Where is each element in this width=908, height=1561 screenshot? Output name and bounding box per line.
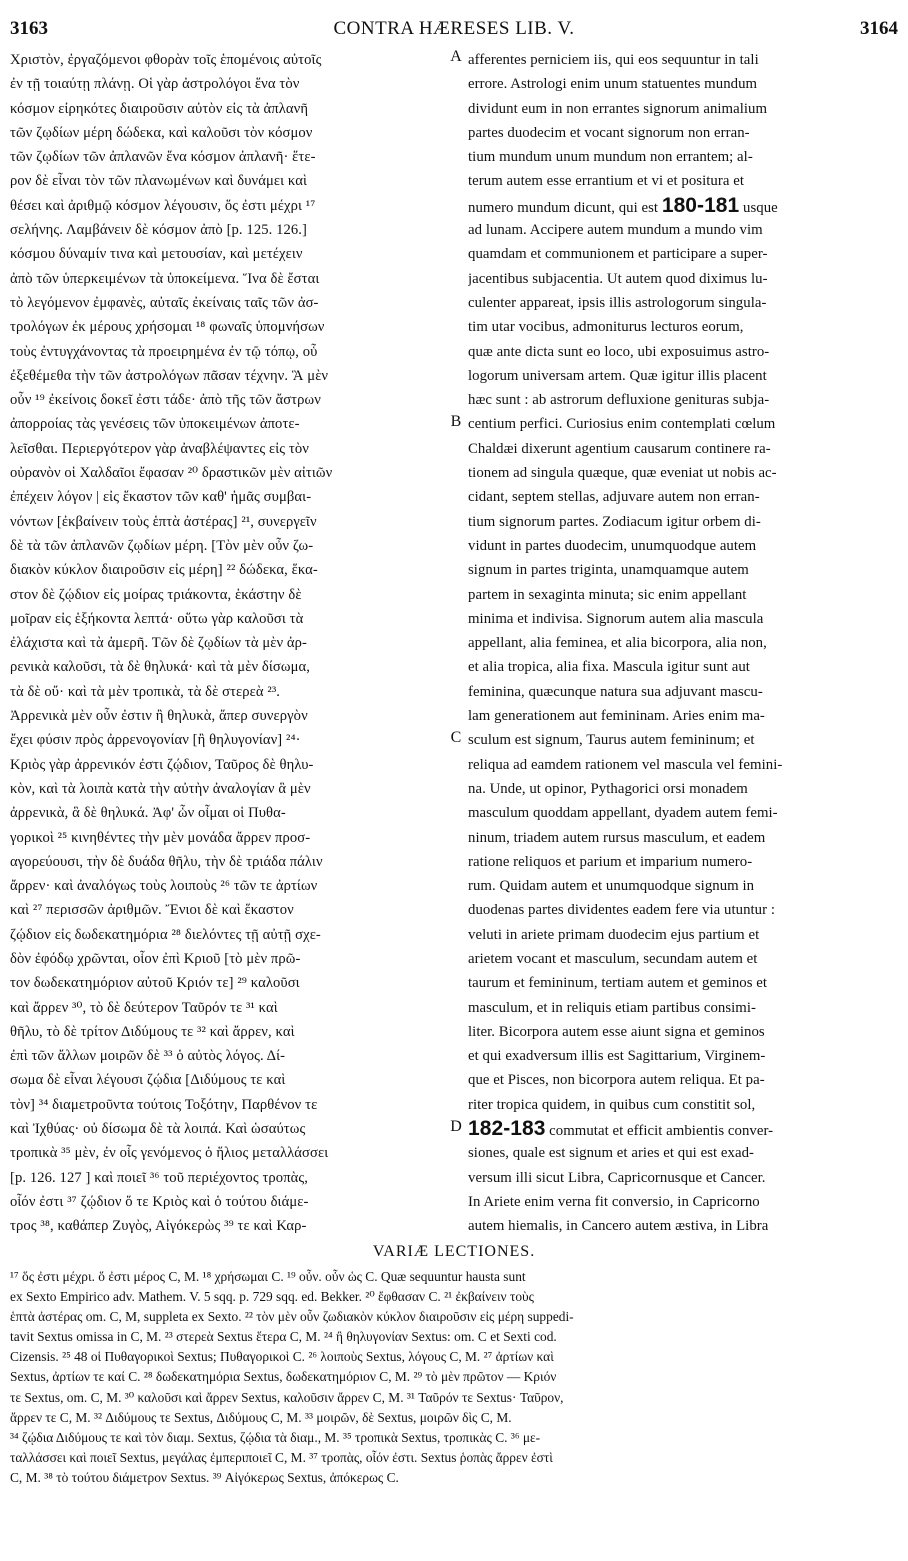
greek-line: τῶν ζῳδίων μέρη δώδεκα, καὶ καλοῦσι τὸν κόσμον xyxy=(10,124,313,141)
greek-line: Ἀρρενικὰ μὲν οὖν ἐστιν ἢ θηλυκὰ, ἅπερ συνεργὸν xyxy=(10,708,308,725)
greek-line: οἷόν ἐστι ³⁷ ζῴδιον ὅ τε Κριὸς καὶ ὁ τούτου διάμε- xyxy=(10,1193,309,1210)
greek-line: γορικοὶ ²⁵ κινηθέντες τὴν μὲν μονάδα ἄρρεν προσ- xyxy=(10,829,311,846)
greek-line: Κριὸς γὰρ ἀρρενικόν ἐστι ζῴδιον, Ταῦρος δὲ θηλυ- xyxy=(10,756,314,773)
latin-line: feminina, quæcunque natura sua adjuvant mascu- xyxy=(468,683,763,700)
latin-line-text: numero mundum dicunt, qui est xyxy=(468,199,659,216)
latin-line: hæc sunt : ab astrorum defluxione genituras subja- xyxy=(468,392,770,409)
latin-line: culenter appareat, ipsis illis astrologorum singula- xyxy=(468,294,767,311)
greek-line: στον δὲ ζῴδιον εἰς μοίρας τριάκοντα, ἑκάστην δὲ xyxy=(10,586,302,603)
margin-letter-a: A xyxy=(450,48,462,65)
greek-line: ἐπὶ τῶν ἄλλων μοιρῶν δὲ ³³ ὁ αὐτὸς λόγος. Δί- xyxy=(10,1048,286,1065)
greek-line: Χριστὸν, ἐργαζόμενοι φθορὰν τοῖς ἑπομένοις αὐτοῖς xyxy=(10,52,322,68)
latin-line: que et Pisces, non bicorpora autem reliqua. Et pa- xyxy=(468,1072,765,1089)
greek-line: τῶν ζῳδίων τῶν ἀπλανῶν ἕνα κόσμον ἀπλανῆ· ἕτε- xyxy=(10,149,316,166)
greek-line: τὰ δὲ οὔ· καὶ τὰ μὲν τροπικὰ, τὰ δὲ στερεὰ ²³. xyxy=(10,683,281,700)
greek-line: δὲ τὰ τῶν ἀπλανῶν ζῳδίων μέρη. [Τὸν μὲν οὖν ζω- xyxy=(10,537,314,554)
latin-line: jacentibus subjacentia. Ut autem quod diximus lu- xyxy=(468,270,768,287)
latin-line xyxy=(468,1117,898,1141)
greek-line: σελήνης. Λαμβάνειν δὲ κόσμον ἀπὸ [p. 125. 126.] xyxy=(10,222,308,239)
variant-reading-line: C, M. ³⁸ τὸ τούτου διάμετρον Sextus. ³⁹ Αἰγόκερως Sextus, ἀπόκερως C. xyxy=(10,1469,399,1485)
latin-line: signum in partes triginta, unamquamque autem xyxy=(468,562,749,579)
greek-line: αγορεύουσι, τὴν δὲ δυάδα θῆλυ, τὴν δὲ τριάδα πάλιν xyxy=(10,853,323,870)
margin-letter-d: D xyxy=(450,1118,462,1135)
latin-line: afferentes perniciem iis, qui eos sequuntur in tali xyxy=(468,52,759,68)
variant-reading-line: τε Sextus, om. C, M. ³⁰ καλοῦσι καὶ ἄρρεν Sextus, καλοῦσιν ἄρρεν C, M. ³¹ Ταῦρόν τε Sextus· Ταῦρον, xyxy=(10,1389,564,1405)
greek-line: ἐξεθέμεθα τὴν τῶν ἀστρολόγων πᾶσαν τέχνην. Ἃ μὲν xyxy=(10,367,329,384)
latin-line: autem hiemalis, in Cancero autem æstiva, in Libra xyxy=(468,1218,769,1235)
latin-line: partem in sexaginta minuta; sic enim appellant xyxy=(468,586,747,603)
greek-column xyxy=(10,48,446,1239)
greek-line: θέσει καὶ ἀριθμῷ κόσμον λέγουσιν, ὅς ἐστι μέχρι ¹⁷ xyxy=(10,197,316,214)
greek-line: τον δωδεκατημόριον αὐτοῦ Κριόν τε] ²⁹ καλοῦσι xyxy=(10,975,300,992)
column-ref-180-181: 180-181 xyxy=(661,193,740,217)
greek-line: κόσμον εἰρηκότες διαιροῦσιν αὐτὸν εἰς τὰ ἀπλανῆ xyxy=(10,100,309,117)
latin-line: Chaldæi dixerunt agentium causarum continere ra- xyxy=(468,440,771,457)
variant-reading-line: ἑπτὰ ἀστέρας om. C, M, suppleta ex Sexto. ²² τὸν μὲν οὖν ζωδιακὸν κύκλον διαιροῦσιν εἰς μέρη suppedi- xyxy=(10,1309,574,1325)
greek-line: ἀπορροίας τὰς γενέσεις τῶν ὑποκειμένων ἀποτε- xyxy=(10,416,300,433)
greek-line: σωμα δὲ εἶναι λέγουσι ζῴδια [Διδύμους τε καὶ xyxy=(10,1072,286,1089)
greek-line: τροπικὰ ³⁵ μὲν, ἐν οἷς γενόμενος ὁ ἥλιος μεταλλάσσει xyxy=(10,1145,329,1162)
latin-line: arietem vocant et masculum, secundam autem et xyxy=(468,950,758,967)
greek-line: ἔχει φύσιν πρὸς ἀρρενογονίαν [ἢ θηλυγονίαν] ²⁴· xyxy=(10,732,301,749)
latin-line: dividunt eum in non errantes signorum animalium xyxy=(468,100,768,117)
latin-line: appellant, alia feminea, et alia bicorpora, alia non, xyxy=(468,635,767,652)
column-ref-182-183: 182-183 xyxy=(468,1117,546,1141)
greek-line: ἀπὸ τῶν ὑπερκειμένων τὰ ὑποκείμενα. Ἵνα δὲ ἔσται xyxy=(10,270,320,287)
greek-line: λεῖσθαι. Περιεργότερον γὰρ ἀναβλέψαντες εἰς τὸν xyxy=(10,440,309,457)
greek-line: οὖν ¹⁹ ἐκείνοις δοκεῖ ἐστι τάδε· ἀπὸ τῆς τῶν ἄστρων xyxy=(10,392,321,409)
latin-line: taurum et femininum, tertiam autem et geminos et xyxy=(468,975,768,992)
variant-reading-line: tavit Sextus omissa in C, M. ²³ στερεὰ Sextus ἕτερα C, M. ²⁴ ἢ θηλυγονίαν Sextus: om. C et Sexti cod. xyxy=(10,1329,557,1345)
latin-line: reliqua ad eamdem rationem vel mascula vel femini- xyxy=(468,756,783,773)
latin-line: In Ariete enim verna fit conversio, in Capricorno xyxy=(468,1193,760,1210)
running-title: CONTRA HÆRESES LIB. V. xyxy=(333,18,575,39)
latin-line: versum illi sicut Libra, Capricornusque et Cancer. xyxy=(468,1169,766,1186)
variae-lines xyxy=(10,1267,898,1488)
greek-line: θῆλυ, τὸ δὲ τρίτον Διδύμους τε ³² καὶ ἄρρεν, καὶ xyxy=(10,1023,295,1040)
page-header xyxy=(10,18,898,42)
latin-line: liter. Bicorpora autem esse aiunt signa et geminos xyxy=(468,1023,765,1040)
variae-title: VARIÆ LECTIONES. xyxy=(372,1243,536,1260)
latin-line: tionem ad singula quæque, quæ eveniat ut nobis ac- xyxy=(468,465,777,482)
latin-line: cidant, septem stellas, adjuvare autem non erran- xyxy=(468,489,760,506)
greek-line: κόσμου δύναμίν τινα καὶ μετουσίαν, καὶ μετέχειν xyxy=(10,246,303,263)
greek-line: τὸν] ³⁴ διαμετροῦντα τούτοις Τοξότην, Παρθένον τε xyxy=(10,1096,318,1113)
latin-line: ninum, triadem autem rursus masculum, et eadem xyxy=(468,829,766,846)
variant-reading-line: ¹⁷ ὅς ἐστι μέχρι. ὅ ἐστι μέρος C, M. ¹⁸ χρήσωμαι C. ¹⁹ οὖν. οὖν ὡς C. Quæ sequuntur hausta sunt xyxy=(10,1269,526,1284)
greek-line: καὶ Ἰχθύας· οὐ δίσωμα δὲ τὰ λοιπά. Καὶ ὡσαύτως xyxy=(10,1121,306,1138)
greek-line: τὸ λεγόμενον ἐμφανὲς, αὐταῖς ἐκείναις ταῖς τῶν ἀσ- xyxy=(10,294,319,311)
page-number-left: 3163 xyxy=(10,18,48,39)
greek-line: τρος ³⁸, καθάπερ Ζυγὸς, Αἰγόκερὼς ³⁹ τε καὶ Καρ- xyxy=(10,1218,307,1235)
margin-letter-c: C xyxy=(450,729,462,746)
page-number-right: 3164 xyxy=(860,18,898,39)
greek-line: [p. 126. 127 ] καὶ ποιεῖ ³⁶ τοῦ περιέχοντος τροπὰς, xyxy=(10,1169,309,1186)
latin-line: lam generationem aut femininam. Aries enim ma- xyxy=(468,708,765,725)
latin-line: riter tropica quidem, in quibus cum constitit sol, xyxy=(468,1096,756,1113)
variant-reading-line: ταλλάσσει καὶ ποιεῖ Sextus, μεγάλας ἐμπεριποιεῖ C, M. ³⁷ τροπὰς, οἷόν ἐστι. Sextus ῥοπὰς ἄρρεν ἐστὶ xyxy=(10,1449,553,1465)
latin-line: tium signorum partes. Zodiacum igitur orbem di- xyxy=(468,513,761,530)
latin-line: vidunt in partes duodecim, unumquodque autem xyxy=(468,537,757,554)
latin-line: minima et indivisa. Signorum autem alia mascula xyxy=(468,610,764,627)
greek-line: κὸν, καὶ τὰ λοιπὰ κατὰ τὴν αὐτὴν ἀναλογίαν ἃ μὲν xyxy=(10,780,311,797)
latin-line: ad lunam. Accipere autem mundum a mundo vim xyxy=(468,222,763,239)
greek-line: νόντων [ἐκβαίνειν τοὺς ἑπτὰ ἀστέρας] ²¹, συνεργεῖν xyxy=(10,513,317,530)
greek-line: ἐπέχειν λόγον | εἰς ἕκαστον τῶν καθ' ἡμᾶς συμβαι- xyxy=(10,489,312,506)
variant-reading-line: ἄρρεν τε C, M. ³² Διδύμους τε Sextus, Διδύμους C, M. ³³ μοιρῶν, δὲ Sextus, μοιρῶν δὶς C, M. xyxy=(10,1409,512,1425)
latin-line xyxy=(468,194,898,218)
latin-line: centium perfici. Curiosius enim contemplati cœlum xyxy=(468,416,776,433)
greek-line: οὐρανὸν οἱ Χαλδαῖοι ἔφασαν ²⁰ δραστικῶν μὲν αἰτιῶν xyxy=(10,465,333,482)
latin-line: veluti in ariete primam duodecim ejus partium et xyxy=(468,926,760,943)
latin-line: rum. Quidam autem et unumquodque signum in xyxy=(468,878,755,895)
greek-line: ἐλάχιστα καὶ τὰ ἀμερῆ. Τῶν δὲ ζῳδίων τὰ μὲν ἀρ- xyxy=(10,635,308,652)
greek-line: ρενικὰ καλοῦσι, τὰ δὲ θηλυκά· καὶ τὰ μὲν δίσωμα, xyxy=(10,659,310,676)
variant-reading-line: ex Sexto Empirico adv. Mathem. V. 5 sqq. p. 729 sqq. ed. Bekker. ²⁰ ἔφθασαν C. ²¹ ἐκβαίνειν τοὺς xyxy=(10,1289,534,1305)
latin-line: logorum universam artem. Quæ igitur illis placent xyxy=(468,367,767,384)
variant-reading-line: ³⁴ ζῴδια Διδύμους τε καὶ τὸν διαμ. Sextus, ζῴδια τὰ διαμ., M. ³⁵ τροπικὰ Sextus, τροπικὰς C. ³⁶ με- xyxy=(10,1429,541,1445)
latin-line: partes duodecim et vocant signorum non erran- xyxy=(468,124,750,141)
greek-line: καὶ ²⁷ περισσῶν ἀριθμῶν. Ἔνιοι δὲ καὶ ἕκαστον xyxy=(10,902,294,919)
latin-line: masculum, et in reliquis etiam partibus consimi- xyxy=(468,999,757,1016)
margin-letter-b: B xyxy=(450,413,462,430)
latin-column xyxy=(468,48,898,1239)
latin-line: quæ ante dicta sunt eo loco, ubi exposuimus astro- xyxy=(468,343,770,360)
latin-line: ratione reliquos et parium et imparium numero- xyxy=(468,853,753,870)
variant-reading-line: Cizensis. ²⁵ 48 οἱ Πυθαγορικοὶ Sextus; Πυθαγορικοὶ C. ²⁶ λοιποὺς Sextus, λόγους C, M. ²⁷ ἀρτίων καὶ xyxy=(10,1349,554,1365)
greek-line: ζῴδιον εἰς δωδεκατημόρια ²⁸ διελόντες τῇ αὐτῇ σχε- xyxy=(10,926,321,943)
greek-line: ἄρρεν· καὶ ἀναλόγως τοὺς λοιποὺς ²⁶ τῶν τε ἀρτίων xyxy=(10,878,318,895)
latin-line: tim utar vocibus, admoniturus lecturos eorum, xyxy=(468,319,744,336)
greek-line: δὸν ἐφόδῳ χρῶνται, οἷον ἐπὶ Κριοῦ [τὸ μὲν πρῶ- xyxy=(10,950,301,967)
latin-line: terum autem esse errantium et vi et positura et xyxy=(468,173,744,190)
latin-line: masculum quoddam appellant, dyadem autem femi- xyxy=(468,805,778,822)
latin-line: quamdam et communionem et participare a super- xyxy=(468,246,768,263)
greek-line: ἐν τῇ τοιαύτῃ πλάνῃ. Οἱ γὰρ ἀστρολόγοι ἕνα τὸν xyxy=(10,76,300,93)
greek-line: τρολόγων ἐκ μέρους χρήσομαι ¹⁸ φωναῖς ὑπομνήσων xyxy=(10,319,325,336)
variae-lectiones xyxy=(10,1237,898,1488)
latin-line: duodenas partes dividentes eadem fere via utuntur : xyxy=(468,902,776,919)
latin-line: tium mundum unum mundum non errantem; al- xyxy=(468,149,753,166)
latin-line: siones, quale est signum et aries et qui est exad- xyxy=(468,1145,755,1162)
latin-line-tail: usque xyxy=(743,199,778,216)
latin-line: errore. Astrologi enim unum statuentes mundum xyxy=(468,76,758,93)
greek-line: ρον δὲ εἶναι τὸν τῶν πλανωμένων καὶ δυνάμει καὶ xyxy=(10,173,307,190)
latin-line: sculum est signum, Taurus autem femininum; et xyxy=(468,732,755,749)
greek-line: ἀρρενικὰ, ἃ δὲ θηλυκά. Ἀφ' ὧν οἶμαι οἱ Πυθα- xyxy=(10,805,286,822)
variant-reading-line: Sextus, ἀρτίων τε καί C. ²⁸ δωδεκατημόρια Sextus, δωδεκατημόριον C, M. ²⁹ τὸ μὲν πρῶτον — Κριόν xyxy=(10,1369,557,1385)
greek-line: διακὸν κύκλον διαιροῦσιν εἰς μέρη] ²² δώδεκα, ἕκα- xyxy=(10,562,318,579)
latin-line-text: commutat et efficit ambientis conver- xyxy=(549,1123,774,1140)
latin-line: et qui exadversum illis est Sagittarium, Virginem- xyxy=(468,1048,766,1065)
greek-line: τοὺς ἐντυγχάνοντας τὰ προειρημένα ἐν τῷ τόπῳ, οὗ xyxy=(10,343,318,360)
greek-line: καὶ ἄρρεν ³⁰, τὸ δὲ δεύτερον Ταῦρόν τε ³¹ καὶ xyxy=(10,999,278,1016)
greek-line: μοῖραν εἰς ἑξήκοντα λεπτά· οὕτω γὰρ καλοῦσι τὰ xyxy=(10,610,304,627)
latin-line: na. Unde, ut opinor, Pythagorici orsi monadem xyxy=(468,780,748,797)
latin-line: et alia tropica, alia fixa. Mascula igitur sunt aut xyxy=(468,659,750,676)
